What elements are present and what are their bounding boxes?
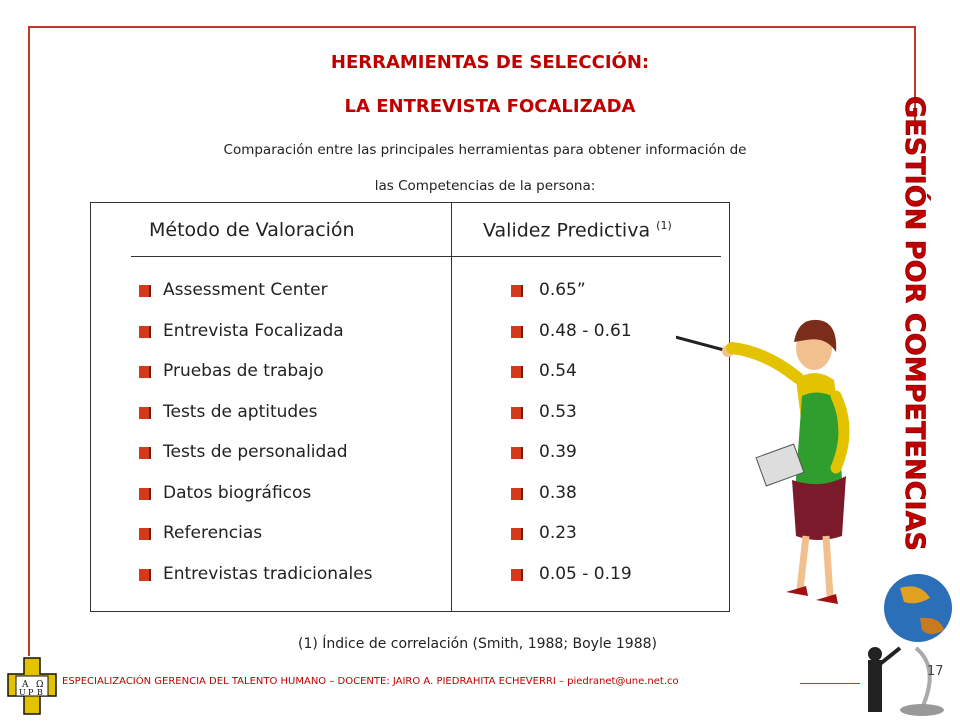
bullet-icon bbox=[139, 528, 151, 540]
bullet-icon bbox=[139, 569, 151, 581]
slide-title-line2: LA ENTREVISTA FOCALIZADA bbox=[344, 96, 636, 117]
validity-cell: 0.23 bbox=[539, 523, 577, 543]
bullet-icon bbox=[511, 326, 523, 338]
method-cell: Tests de personalidad bbox=[163, 442, 348, 462]
logo-letter-bm: P bbox=[28, 688, 34, 697]
upb-logo bbox=[6, 656, 58, 720]
comparison-table bbox=[90, 202, 730, 612]
method-cell: Entrevista Focalizada bbox=[163, 320, 344, 341]
bullet-icon bbox=[511, 528, 523, 540]
validity-cell: 0.39 bbox=[539, 442, 577, 462]
method-cell: Entrevistas tradicionales bbox=[163, 563, 373, 584]
method-cell: Tests de aptitudes bbox=[163, 401, 318, 422]
column-header-validity bbox=[483, 219, 672, 241]
table-header-divider bbox=[131, 256, 721, 257]
method-cell: Datos biográficos bbox=[163, 482, 312, 503]
slide-title-line1: HERRAMIENTAS DE SELECCIÓN: bbox=[330, 52, 650, 73]
subtitle-line2: las Competencias de la persona: bbox=[374, 178, 596, 194]
validity-cell: 0.53 bbox=[539, 401, 577, 422]
column-header-method: Método de Valoración bbox=[149, 219, 355, 241]
side-title bbox=[898, 92, 938, 552]
page-number: 17 bbox=[927, 664, 944, 679]
method-cell: Referencias bbox=[163, 523, 263, 543]
bullet-icon bbox=[511, 407, 523, 419]
logo-letter-br: B bbox=[37, 688, 43, 697]
validity-cell: 0.48 - 0.61 bbox=[539, 320, 632, 341]
slide-subtitle bbox=[180, 132, 790, 204]
subtitle-line1: Comparación entre las principales herramientas para obtener información de bbox=[223, 142, 747, 158]
validity-cell: 0.65” bbox=[539, 280, 586, 300]
bullet-icon bbox=[139, 488, 151, 500]
validity-cell: 0.54 bbox=[539, 361, 577, 381]
bullet-icon bbox=[511, 488, 523, 500]
globe-illustration bbox=[860, 568, 956, 722]
logo-letter-tl: A bbox=[22, 680, 29, 690]
column-header-validity-note: (1) bbox=[656, 219, 672, 232]
frame-left-line bbox=[28, 26, 30, 656]
footnote: (1) Índice de correlación (Smith, 1988; Boyle 1988) bbox=[298, 636, 657, 652]
bullet-icon bbox=[511, 285, 523, 297]
teacher-illustration bbox=[676, 300, 866, 614]
bullet-icon bbox=[511, 569, 523, 581]
column-header-validity-label: Validez Predictiva bbox=[483, 219, 651, 242]
bullet-icon bbox=[139, 366, 151, 378]
footer-text: ESPECIALIZACIÓN GERENCIA DEL TALENTO HUMANO – DOCENTE: JAIRO A. PIEDRAHITA ECHEVERRI – piedranet@une.net.co bbox=[62, 676, 679, 687]
footer-line bbox=[800, 683, 860, 684]
bullet-icon bbox=[139, 326, 151, 338]
method-cell: Pruebas de trabajo bbox=[163, 361, 324, 381]
bullet-icon bbox=[139, 285, 151, 297]
logo-letter-bl: U bbox=[19, 688, 26, 697]
bullet-icon bbox=[511, 366, 523, 378]
method-cell: Assessment Center bbox=[163, 280, 328, 300]
table-column-divider bbox=[451, 203, 452, 611]
side-title-text: GESTIÓN POR COMPETENCIAS bbox=[899, 96, 930, 550]
bullet-icon bbox=[511, 447, 523, 459]
bullet-icon bbox=[139, 447, 151, 459]
logo-letter-tr: Ω bbox=[36, 680, 44, 690]
frame-top-line bbox=[28, 26, 916, 28]
bullet-icon bbox=[139, 407, 151, 419]
validity-cell: 0.05 - 0.19 bbox=[539, 563, 632, 584]
validity-cell: 0.38 bbox=[539, 482, 577, 503]
